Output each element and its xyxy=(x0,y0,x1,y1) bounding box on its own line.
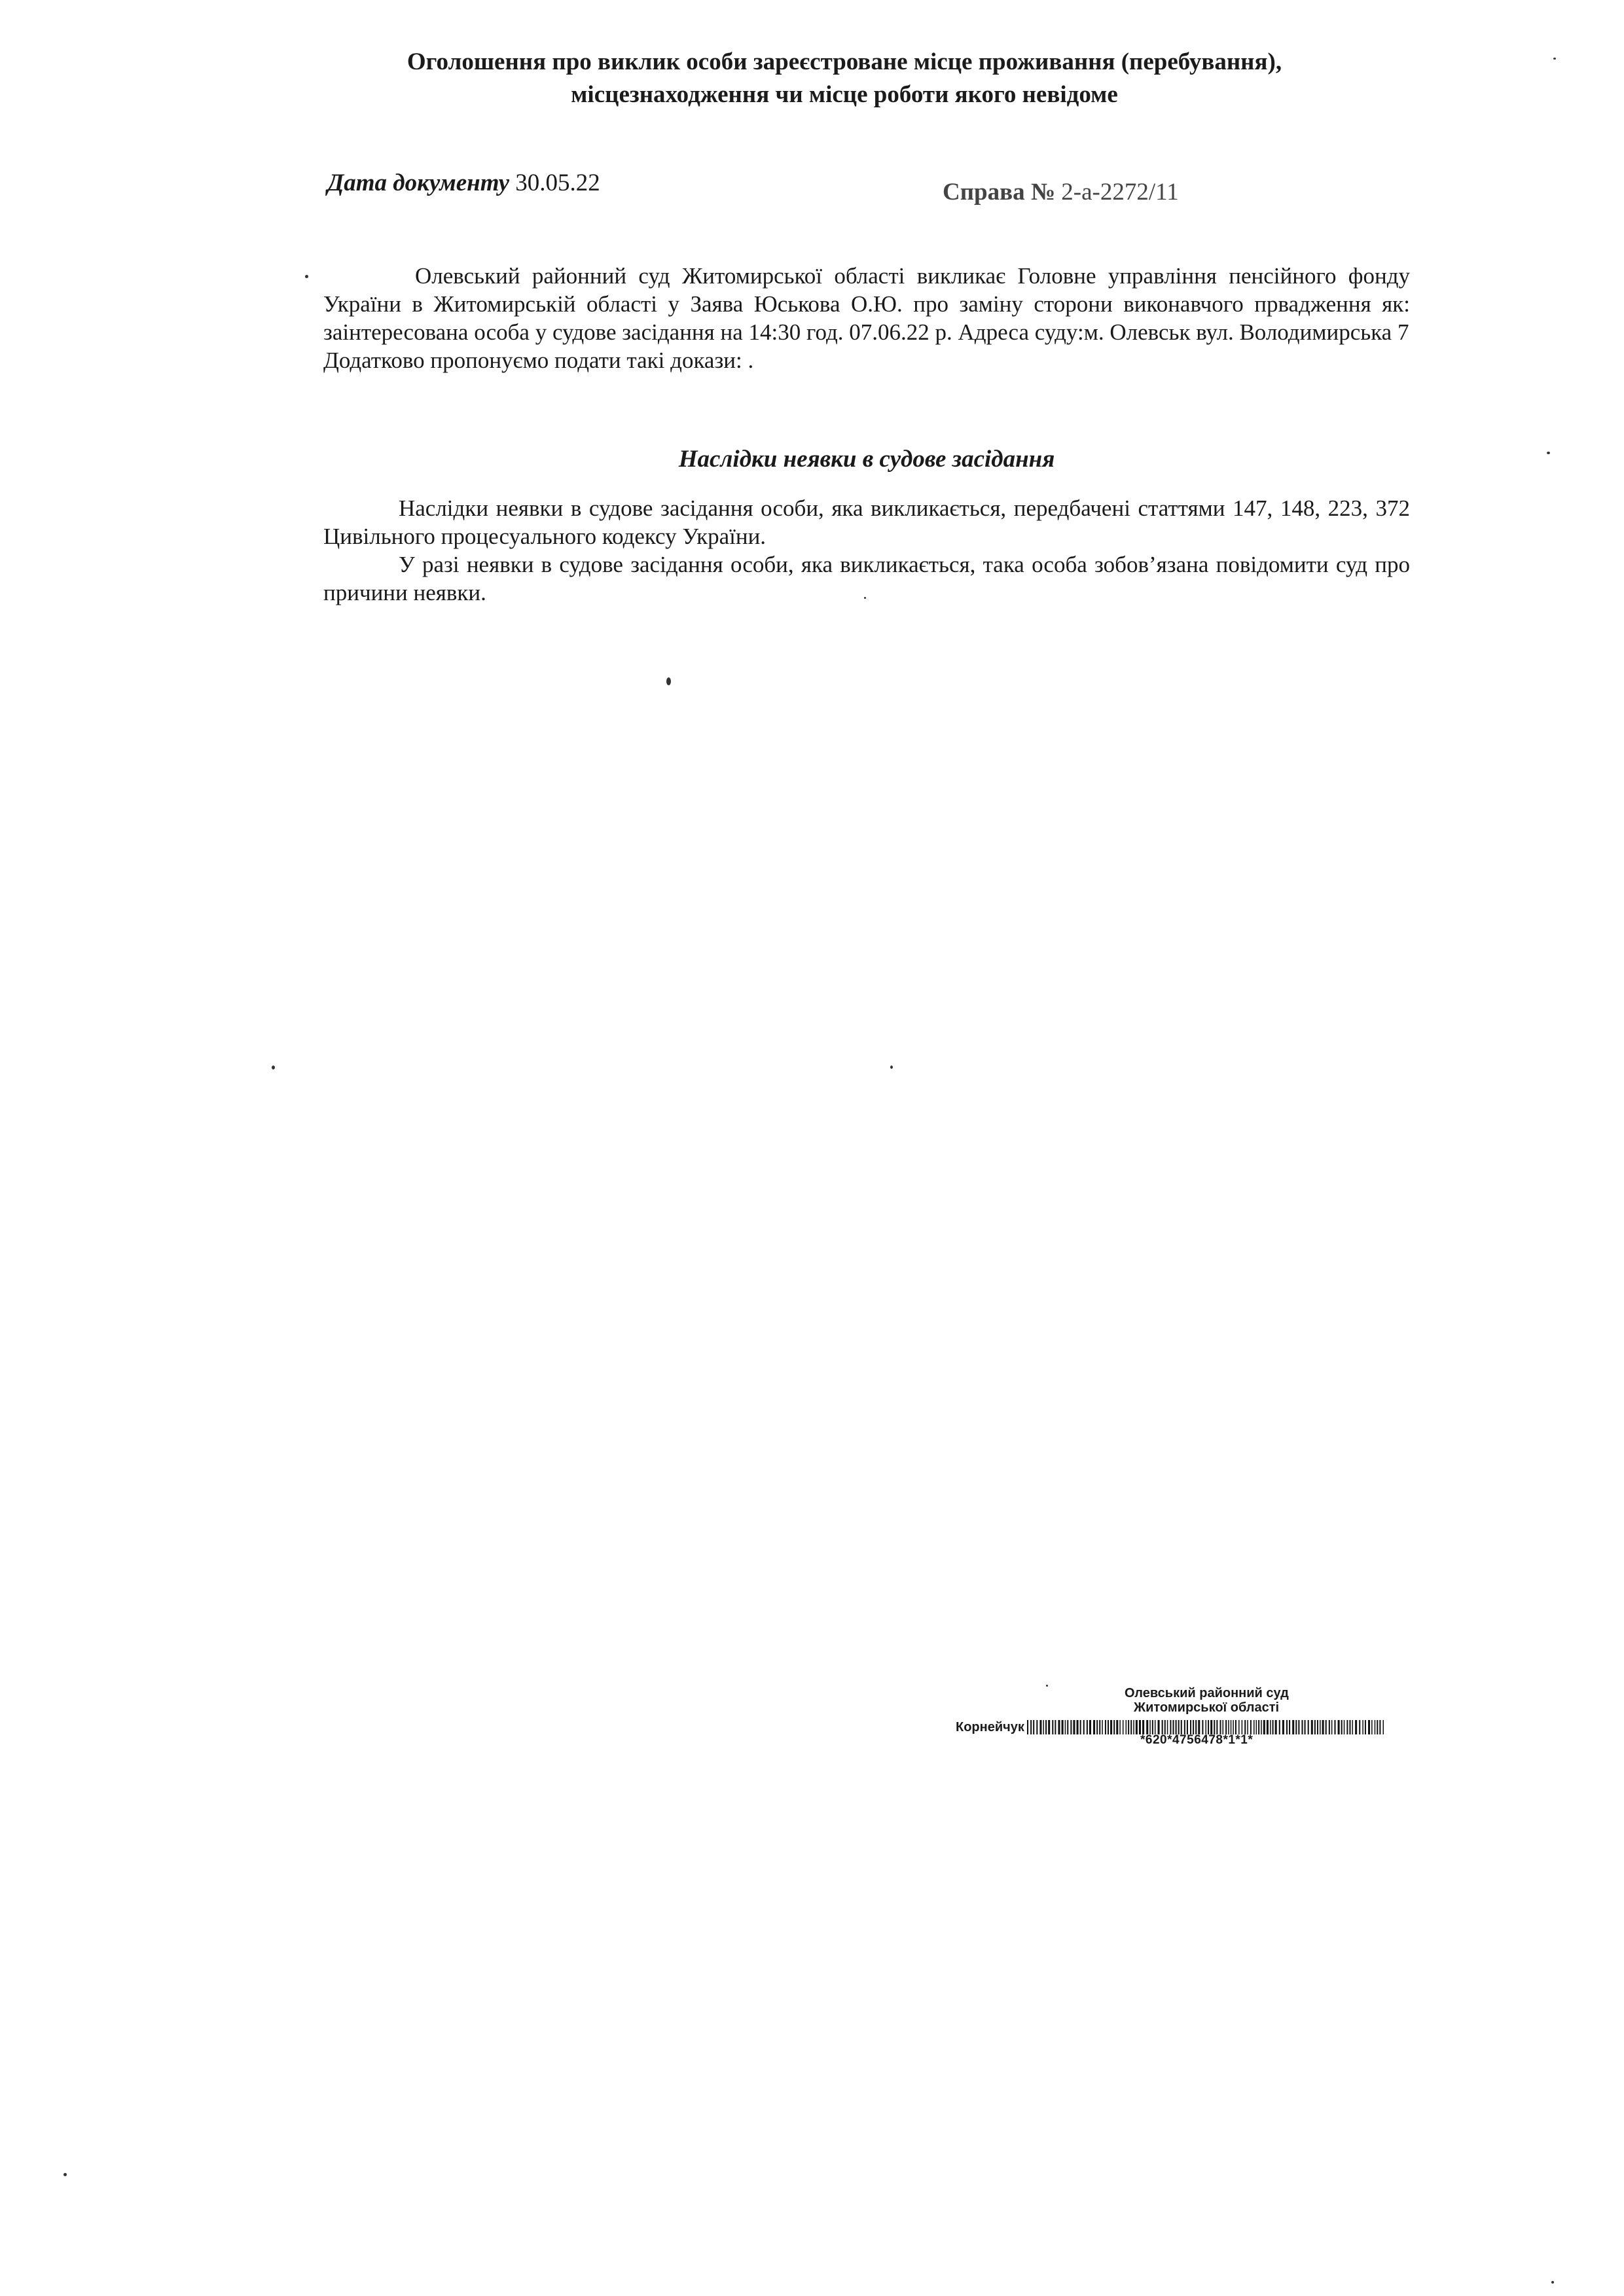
barcode-bar xyxy=(1093,1720,1095,1734)
barcode-bar xyxy=(1175,1720,1176,1734)
barcode-bar xyxy=(1270,1720,1271,1734)
barcode-bar xyxy=(1352,1720,1353,1734)
barcode-bar xyxy=(1123,1720,1124,1734)
scan-speck xyxy=(272,1066,275,1069)
barcode-bar xyxy=(1382,1720,1384,1734)
barcode-bar xyxy=(1181,1720,1182,1734)
summons-paragraph: Олевський районний суд Житомирської області викликає Головне управління пенсійного фонду України в Житомирській області у Заява Юськова О.Ю. про заміну сторони виконавчого првадження як: заінтересована особа у судове засідання на 14:30 год. 07.06.22 р. Адреса суду:м. Олевськ вул. Володимирська 7 xyxy=(323,263,1410,345)
barcode-bar xyxy=(1045,1720,1047,1734)
scan-speck xyxy=(1553,58,1556,60)
barcode-bar xyxy=(1210,1720,1212,1734)
barcode-bar xyxy=(1322,1720,1324,1734)
barcode-bar xyxy=(1055,1720,1056,1734)
barcode-bar xyxy=(1282,1720,1284,1734)
consequences-paragraph-2: У разі неявки в судове засідання особи, яка викликається, така особа зобов’язана повідомити суд про причини неявки. xyxy=(323,552,1410,605)
barcode-bar xyxy=(1058,1720,1060,1734)
barcode-bar xyxy=(1205,1720,1206,1734)
barcode-bar xyxy=(1379,1720,1380,1734)
barcode-image xyxy=(1027,1720,1388,1734)
barcode-bar xyxy=(1331,1720,1333,1734)
barcode-bar xyxy=(1087,1720,1088,1734)
barcode-bar xyxy=(1368,1720,1370,1734)
barcode-bar xyxy=(1334,1720,1335,1734)
document-title xyxy=(314,46,1375,111)
barcode-bar xyxy=(1263,1720,1265,1734)
barcode-bar xyxy=(1292,1720,1294,1734)
barcode-bar xyxy=(1067,1720,1068,1734)
barcode-bar xyxy=(1261,1720,1262,1734)
barcode-bar xyxy=(1052,1720,1053,1734)
barcode-bar xyxy=(1238,1720,1240,1734)
document-date xyxy=(327,169,600,198)
barcode-bar xyxy=(1317,1720,1318,1734)
barcode-bar xyxy=(1061,1720,1063,1734)
consequences-body xyxy=(323,494,1410,607)
barcode-bar xyxy=(1198,1720,1200,1734)
barcode-bar xyxy=(1222,1720,1223,1734)
barcode-bar xyxy=(1341,1720,1343,1734)
barcode-bar xyxy=(1337,1720,1339,1734)
barcode-bar xyxy=(1102,1720,1103,1734)
barcode-bar xyxy=(1193,1720,1194,1734)
barcode-bar xyxy=(1267,1720,1269,1734)
barcode-bar xyxy=(1080,1720,1081,1734)
barcode-bar xyxy=(1289,1720,1290,1734)
barcode-bar xyxy=(1099,1720,1100,1734)
barcode-bar xyxy=(1286,1720,1288,1734)
barcode-bar xyxy=(1157,1720,1159,1734)
scan-speck xyxy=(666,677,671,685)
barcode-bar xyxy=(1128,1720,1129,1734)
barcode-bar xyxy=(1365,1720,1366,1734)
barcode-bar xyxy=(1170,1720,1171,1734)
barcode-bar xyxy=(1225,1720,1227,1734)
evidence-paragraph: Додатково пропонуємо подати такі докази: . xyxy=(323,348,754,373)
barcode-bar xyxy=(1089,1720,1091,1734)
barcode-bar xyxy=(1295,1720,1297,1734)
barcode-bar xyxy=(1202,1720,1203,1734)
barcode-bar xyxy=(1043,1720,1044,1734)
barcode-bar xyxy=(1172,1720,1174,1734)
barcode-bar xyxy=(1027,1720,1028,1734)
scan-speck xyxy=(305,275,308,278)
barcode-bar xyxy=(1065,1720,1066,1734)
barcode-bar xyxy=(1311,1720,1313,1734)
barcode-bar xyxy=(1308,1720,1309,1734)
stamp-court-name xyxy=(1125,1686,1399,1715)
barcode-bar xyxy=(1146,1720,1148,1734)
barcode-bar xyxy=(1231,1720,1232,1734)
barcode-bar xyxy=(1139,1720,1141,1734)
scan-speck xyxy=(864,597,866,599)
barcode-bar xyxy=(1162,1720,1163,1734)
case-number xyxy=(943,178,1179,207)
barcode-bar xyxy=(1314,1720,1316,1734)
scan-speck xyxy=(890,1066,893,1069)
barcode-number: *620*4756478*1*1* xyxy=(1140,1733,1254,1747)
barcode-bar xyxy=(1362,1720,1363,1734)
barcode-bar xyxy=(1073,1720,1075,1734)
barcode-bar xyxy=(1326,1720,1327,1734)
case-number-value: 2-а-2272/11 xyxy=(1061,179,1179,206)
barcode-bar xyxy=(1254,1720,1255,1734)
barcode-bar xyxy=(1244,1720,1246,1734)
barcode-bar xyxy=(1164,1720,1166,1734)
barcode-bar xyxy=(1214,1720,1215,1734)
barcode-bar xyxy=(1241,1720,1242,1734)
barcode-bar xyxy=(1096,1720,1098,1734)
stamp-court-line-2: Житомирської області xyxy=(1134,1700,1280,1715)
barcode-bar xyxy=(1304,1720,1305,1734)
barcode-bar xyxy=(1142,1720,1144,1734)
barcode-bar xyxy=(1149,1720,1151,1734)
barcode-bar xyxy=(1187,1720,1188,1734)
barcode-bar xyxy=(1083,1720,1085,1734)
barcode-bar xyxy=(1036,1720,1038,1734)
title-line-1: Оголошення про виклик особи зареєстроване місце проживання (перебування), xyxy=(406,48,1282,75)
barcode-bar xyxy=(1190,1720,1191,1734)
summons-body xyxy=(323,262,1410,374)
barcode-bar xyxy=(1228,1720,1229,1734)
barcode-bar xyxy=(1298,1720,1299,1734)
barcode-bar xyxy=(1033,1720,1034,1734)
barcode-bar xyxy=(1119,1720,1121,1734)
barcode-bar xyxy=(1208,1720,1209,1734)
barcode-bar xyxy=(1329,1720,1330,1734)
case-number-label: Справа № xyxy=(943,179,1056,206)
barcode-bar xyxy=(1355,1720,1357,1734)
barcode-bar xyxy=(1301,1720,1303,1734)
barcode-bar xyxy=(1279,1720,1280,1734)
consequences-paragraph-1: Наслідки неявки в судове засідання особи, яка викликається, передбачені статтями 147, 148, 223, 372 Цивільного процесуального кодексу України. xyxy=(323,495,1410,549)
barcode-bar xyxy=(1076,1720,1078,1734)
barcode-bar xyxy=(1275,1720,1277,1734)
stamp-court-line-1: Олевський районний суд xyxy=(1125,1686,1289,1700)
barcode-bar xyxy=(1155,1720,1156,1734)
barcode-bar xyxy=(1113,1720,1115,1734)
barcode-bar xyxy=(1233,1720,1234,1734)
consequences-title: Наслідки неявки в судове засідання xyxy=(678,446,1055,473)
barcode-bar xyxy=(1359,1720,1360,1734)
scan-speck xyxy=(1551,2281,1554,2284)
barcode-bar xyxy=(1136,1720,1138,1734)
scan-speck xyxy=(63,2173,67,2176)
barcode-bar xyxy=(1133,1720,1134,1734)
barcode-bar xyxy=(1108,1720,1109,1734)
barcode-bar xyxy=(1116,1720,1118,1734)
stamp-clerk-name: Корнейчук xyxy=(956,1719,1024,1734)
document-date-label: Дата документу xyxy=(327,170,510,196)
barcode-bar xyxy=(1130,1720,1132,1734)
barcode-bar xyxy=(1375,1720,1376,1734)
barcode-bar xyxy=(1167,1720,1168,1734)
barcode-bar xyxy=(1039,1720,1041,1734)
barcode-bar xyxy=(1216,1720,1218,1734)
barcode-bar xyxy=(1219,1720,1221,1734)
barcode-bar xyxy=(1184,1720,1185,1734)
document-date-value: 30.05.22 xyxy=(515,170,600,196)
barcode-bar xyxy=(1152,1720,1153,1734)
barcode-bar xyxy=(1125,1720,1127,1734)
barcode-bar xyxy=(1344,1720,1345,1734)
barcode-bar xyxy=(1258,1720,1259,1734)
barcode-bar xyxy=(1195,1720,1197,1734)
barcode-bar xyxy=(1048,1720,1050,1734)
barcode-bar xyxy=(1371,1720,1373,1734)
barcode-bar xyxy=(1346,1720,1348,1734)
barcode-bar xyxy=(1272,1720,1273,1734)
barcode-bar xyxy=(1320,1720,1321,1734)
barcode-bar xyxy=(1070,1720,1072,1734)
barcode-bar xyxy=(1105,1720,1106,1734)
barcode-bar xyxy=(1377,1720,1378,1734)
barcode-bar xyxy=(1247,1720,1248,1734)
barcode-bar xyxy=(1349,1720,1350,1734)
scan-speck xyxy=(1046,1685,1048,1687)
barcode-bar xyxy=(1235,1720,1236,1734)
barcode-bar xyxy=(1110,1720,1112,1734)
title-line-2: місцезнаходження чи місце роботи якого невідоме xyxy=(571,81,1118,108)
barcode-bar xyxy=(1030,1720,1032,1734)
scan-speck xyxy=(1547,452,1550,454)
barcode-bar xyxy=(1255,1720,1257,1734)
barcode-bar xyxy=(1178,1720,1180,1734)
barcode-bar xyxy=(1250,1720,1252,1734)
